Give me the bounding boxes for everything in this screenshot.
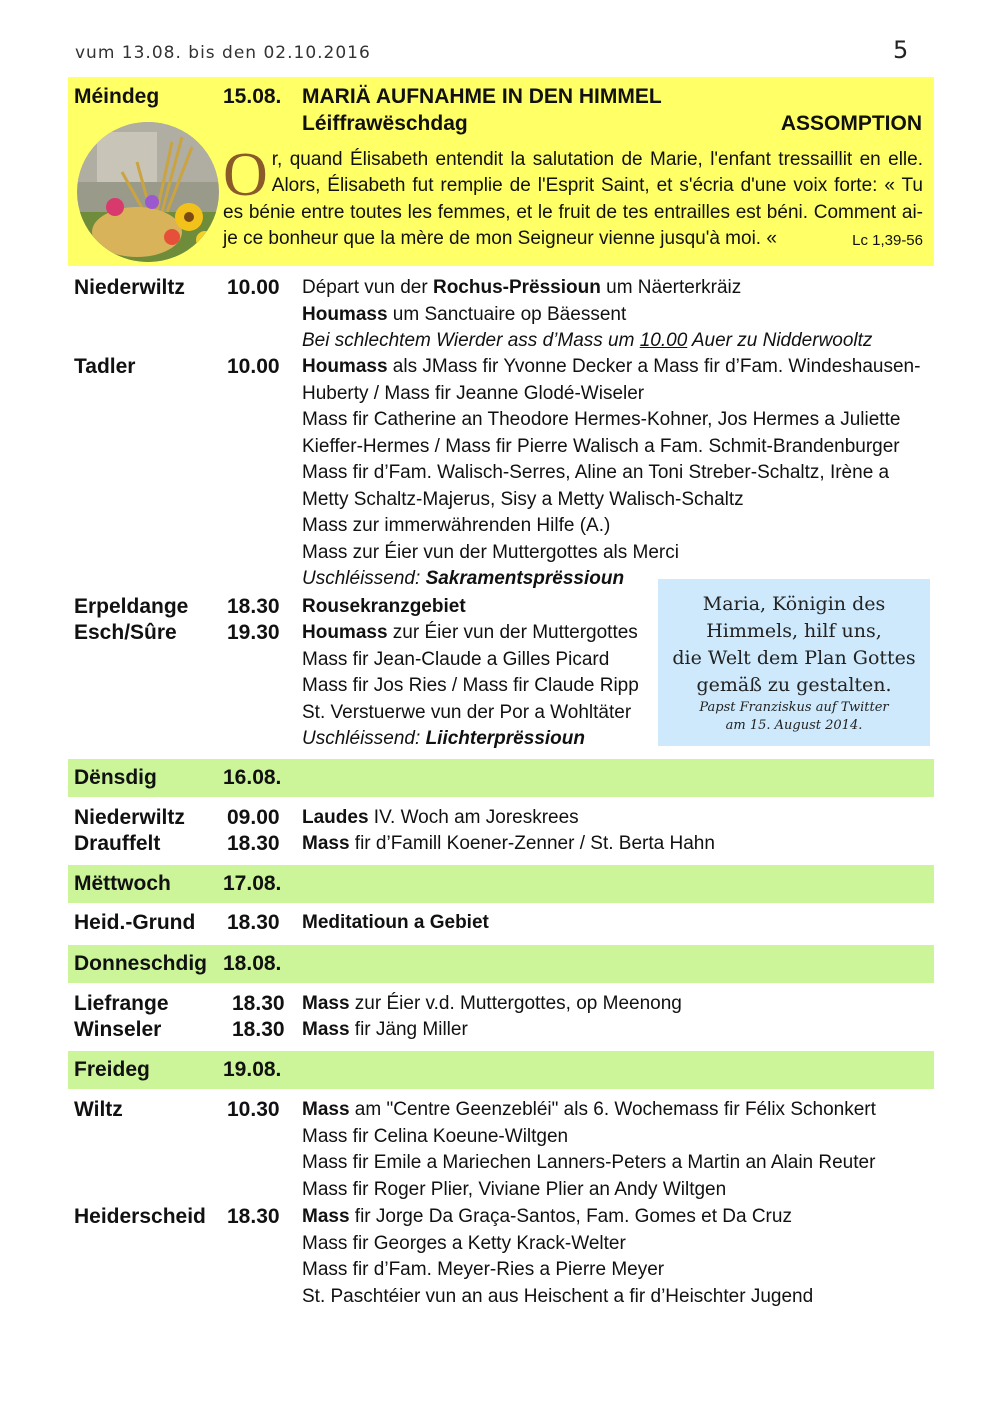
place-niederwiltz-2: Niederwiltz	[74, 806, 185, 829]
time-liefrange: 18.30	[232, 992, 285, 1015]
quote-reference: Lc 1,39-56	[852, 232, 923, 250]
day-bar-donneschdig: Donneschdig 18.08.	[68, 945, 934, 983]
time-heiderscheid: 18.30	[227, 1205, 280, 1228]
place-winseler: Winseler	[74, 1018, 162, 1041]
place-heiderscheid: Heiderscheid	[74, 1205, 206, 1228]
flower-bouquet-image	[77, 122, 219, 262]
time-erpeldange: 18.30	[227, 595, 280, 618]
entry-niederwiltz-2: Laudes IV. Woch am Joreskrees	[302, 807, 579, 828]
entry-niederwiltz: Départ vun der Rochus-Prëssioun um Näerterkräiz Houmass um Sanctuaire op Bäessent Bei schlechtem Wierder ass d’Mass um 10.00 Auer zu Nidderwooltz	[302, 277, 873, 351]
time-niederwiltz: 10.00	[227, 276, 280, 299]
entry-drauffelt: Mass fir d’Famill Koener-Zenner / St. Berta Hahn	[302, 833, 715, 854]
place-wiltz: Wiltz	[74, 1098, 123, 1121]
time-wiltz: 10.30	[227, 1098, 280, 1121]
entry-wiltz: Mass am "Centre Geenzebléi" als 6. Wochemass fir Félix Schonkert Mass fir Celina Koeune-Wiltgen Mass fir Emile a Mariechen Lanners-Peters a Martin an Alain Reuter Mass fir Roger Plier, Viviane Plier an Andy Wiltgen	[302, 1099, 876, 1200]
time-niederwiltz-2: 09.00	[227, 806, 280, 829]
place-esch-sure: Esch/Sûre	[74, 621, 177, 644]
entry-heiderscheid: Mass fir Jorge Da Graça-Santos, Fam. Gomes et Da Cruz Mass fir Georges a Ketty Krack-Welter Mass fir d’Fam. Meyer-Ries a Pierre Meyer St. Paschtéier vun an aus Heischent a fir d’Heischter Jugend	[302, 1206, 814, 1307]
place-niederwiltz: Niederwiltz	[74, 276, 185, 299]
time-heid-grund: 18.30	[227, 911, 280, 934]
place-tadler: Tadler	[74, 355, 136, 378]
entry-tadler: Houmass als JMass fir Yvonne Decker a Mass fir d’Fam. Windeshausen- Huberty / Mass fir Jeanne Glodé-Wiseler Mass fir Catherine an Theodore Hermes-Kohner, Jos Hermes a Juliette Kieffer-Hermes / Mass fir Pierre Walisch a Fam. Schmit-Brandenburger Mass fir d’Fam. Walisch-Serres, Aline an Toni Streber-Schaltz, Irène a Metty Schaltz-Majerus, Sisy a Metty Walisch-Schaltz Mass zur immerwährenden Hilfe (A.) Mass zur Éier vun der Muttergottes als Merci Uschléissend: Sakramentsprëssioun	[302, 356, 921, 589]
day-bar-freideg: Freideg 19.08.	[68, 1051, 934, 1089]
quote-text: r, quand Élisabeth entendit la salutation de Marie, l'enfant tressaillit en elle. Alors, Élisabeth fut remplie de l'Esprit Saint, et s'écria d'une voix forte: « Tu es bénie entre toutes les femmes, et le fruit de tes entrailles est béni. Comment ai-je ce bonheur que la mère de mon Seigneur vienne jusqu'à moi. «	[223, 149, 923, 250]
day-bar-mettwoch: Mëttwoch 17.08.	[68, 865, 934, 903]
entry-heid-grund: Meditatioun a Gebiet	[302, 912, 489, 933]
page-number: 5	[893, 36, 909, 64]
gospel-quote	[223, 141, 923, 255]
place-heid-grund: Heid.-Grund	[74, 911, 196, 934]
entry-esch-sure: Houmass zur Éier vun der Muttergottes Mass fir Jean-Claude a Gilles Picard Mass fir Jos Ries / Mass fir Claude Ripp St. Verstuerwe vun der Por a Wohltäter Uschléissend: Liichterprëssioun	[302, 622, 639, 749]
place-liefrange: Liefrange	[74, 992, 169, 1015]
place-erpeldange: Erpeldange	[74, 595, 189, 618]
feast-date: 15.08.	[223, 85, 282, 108]
feast-title: MARIÄ AUFNAHME IN DEN HIMMEL	[302, 85, 662, 108]
feast-subtitle-fr: ASSOMPTION	[780, 112, 922, 135]
time-drauffelt: 18.30	[227, 832, 280, 855]
pope-quote-box: Maria, Königin des Himmels, hilf uns, die Welt dem Plan Gottes gemäß zu gestalten. Papst Franziskus auf Twitter am 15. August 2014.	[658, 579, 930, 746]
time-esch-sure: 19.30	[227, 621, 280, 644]
period-header: vum 13.08. bis den 02.10.2016	[75, 43, 371, 63]
feast-subtitle: Léiffrawëschdag	[302, 112, 468, 135]
entry-erpeldange: Rousekranzgebiet	[302, 596, 466, 617]
place-drauffelt: Drauffelt	[74, 832, 161, 855]
time-tadler: 10.00	[227, 355, 280, 378]
time-winseler: 18.30	[232, 1018, 285, 1041]
feast-day: Méindeg	[74, 85, 160, 108]
feast-block	[68, 77, 934, 266]
entry-liefrange: Mass zur Éier v.d. Muttergottes, op Meenong	[302, 993, 682, 1014]
quote-dropcap: O	[223, 141, 268, 209]
entry-winseler: Mass fir Jäng Miller	[302, 1019, 468, 1040]
day-bar-densdig: Dënsdig 16.08.	[68, 759, 934, 797]
